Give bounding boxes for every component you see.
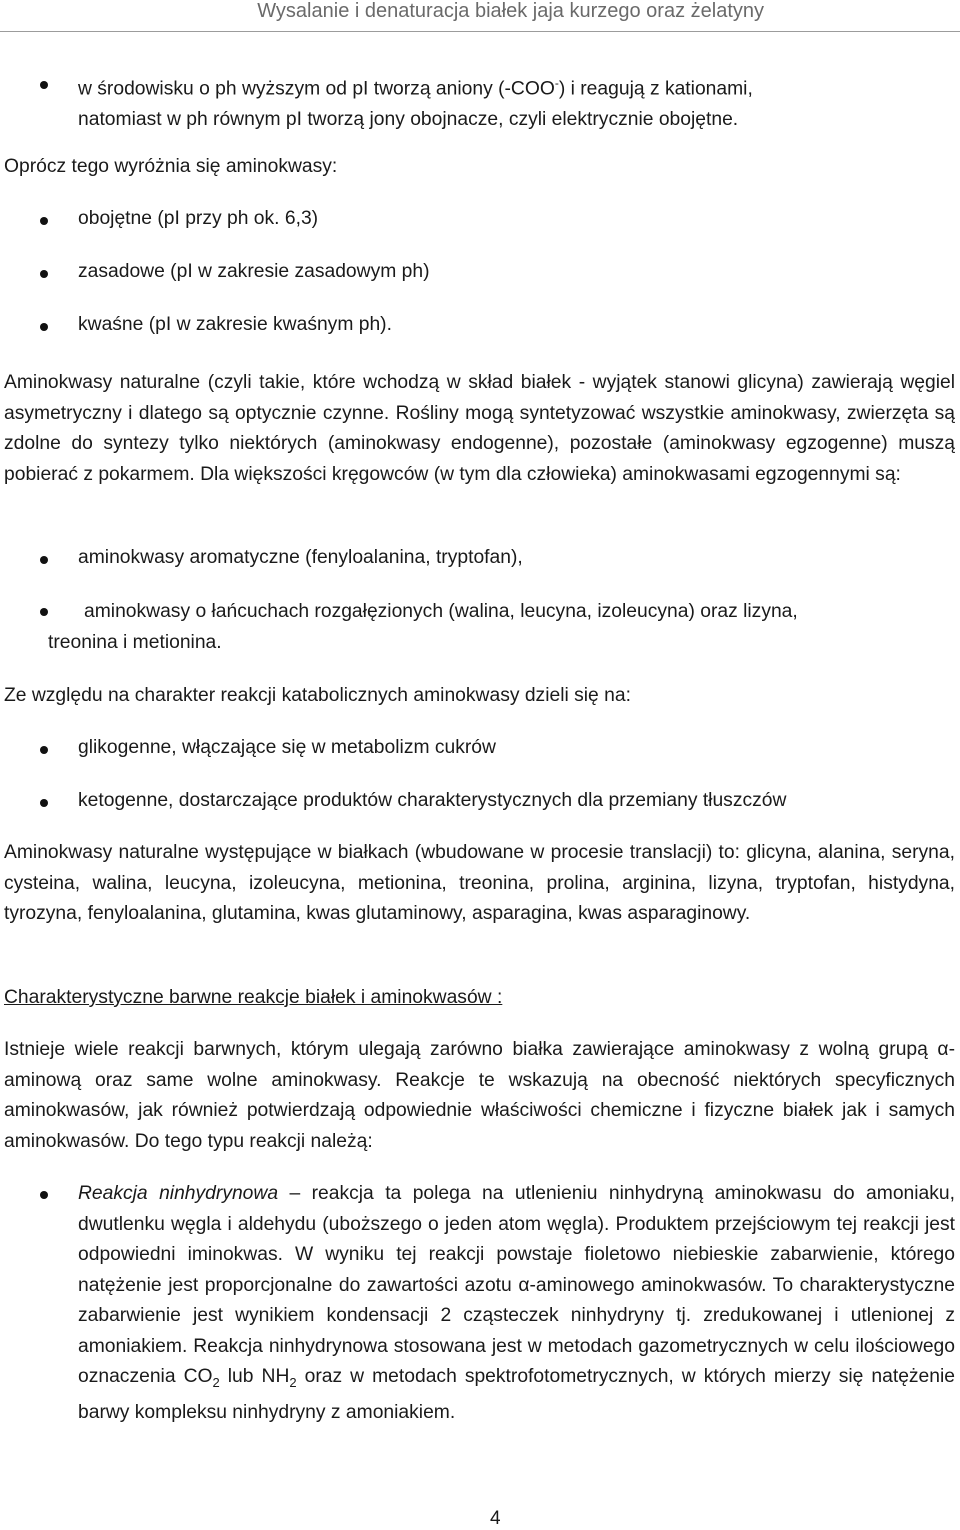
paragraph-besides: Oprócz tego wyróżnia się aminokwasy: bbox=[4, 156, 338, 177]
bullet-dot bbox=[40, 270, 48, 278]
type-basic: zasadowe (pI w zakresie zasadowym ph) bbox=[78, 261, 430, 282]
bullet-ph-higher: w środowisku o ph wyższym od pI tworzą aniony (-COO-) i reagują z kationami, natomiast w ph równym pI tworzą jony obojnacze, czyli elektrycznie obojętne. bbox=[78, 76, 753, 130]
bullet-dot bbox=[40, 799, 48, 807]
catabolic-glucogenic: glikogenne, włączające się w metabolizm cukrów bbox=[78, 737, 496, 758]
bullet-dot bbox=[40, 608, 48, 616]
type-acidic: kwaśne (pI w zakresie kwaśnym ph). bbox=[78, 314, 392, 335]
exogenous-aromatic: aminokwasy aromatyczne (fenyloalanina, tryptofan), bbox=[78, 547, 523, 568]
bullet-dot bbox=[40, 746, 48, 754]
bullet-dot bbox=[40, 217, 48, 225]
page-header bbox=[0, 0, 960, 26]
paragraph-color-reactions: Istnieje wiele reakcji barwnych, którym ulegają zarówno białka zawierające aminokwasy z wolną grupą α-aminową oraz same wolne aminokwasy. Reakcje te wskazują na obecność niektórych specyficznych aminokwasów, jak również potwierdzają odpowiednie właściwości chemiczne i fizyczne białek jak i samych aminokwasów. Do tego typu reakcji należą: bbox=[4, 1039, 955, 1152]
type-neutral: obojętne (pI przy ph ok. 6,3) bbox=[78, 208, 319, 229]
bullet-dot bbox=[40, 556, 48, 564]
header-divider bbox=[0, 31, 960, 32]
section-title: Charakterystyczne barwne reakcje białek i aminokwasów : bbox=[4, 987, 503, 1008]
bullet-dot bbox=[40, 323, 48, 331]
paragraph-amino-acid-list: Aminokwasy naturalne występujące w białkach (wbudowane w procesie translacji) to: glicyna, alanina, seryna, cysteina, walina, leucyna, izoleucyna, metionina, treonina, prolina, arginina, lizyna, tryptofan, histydyna, tyrozyna, fenyloalanina, glutamina, kwas glutaminowy, asparagina, kwas asparaginowy. bbox=[4, 842, 955, 924]
ninhydrin-reaction: Reakcja ninhydrynowa – reakcja ta polega na utlenieniu ninhydryną aminokwasu do amoniaku, dwutlenku węgla i aldehydu (uboższego o jeden atom węgla). Produktem przejściowym tej reakcji jest odpowiedni iminokwas. W wyniku tej reakcji powstaje fioletowo niebieskie zabarwienie, którego natężenie jest proporcjonalne do zawartości azotu α-aminowego aminokwasów. To charakterystyczne zabarwienie jest wynikiem kondensacji 2 cząsteczek ninhydryny tj. zredukowanej i utlenionej z amoniakiem. Reakcja ninhydrynowa stosowana jest w metodach gazometrycznych w celu ilościowego oznaczenia $CO_2$ lub $NH_2$ oraz w metodach spektrofotometrycznych, w których mierzy się natężenie barwy kompleksu ninhydryny z amoniakiem. bbox=[78, 1183, 956, 1424]
paragraph-catabolic: Ze względu na charakter reakcji katabolicznych aminokwasy dzieli się na: bbox=[4, 685, 631, 706]
bullet-dot bbox=[40, 81, 48, 89]
paragraph-natural-amino-acids: Aminokwasy naturalne (czyli takie, które wchodzą w skład białek - wyjątek stanowi glicyna) zawierają węgiel asymetryczny i dlatego są optycznie czynne. Rośliny mogą syntetyzować wszystkie aminokwasy, zwierzęta są zdolne do syntezy tylko niektórych (aminokwasy endogenne), pozostałe (aminokwasy egzogenne) muszą pobierać z pokarmem. Dla większości kręgowców (w tym dla człowieka) aminokwasami egzogennymi są: bbox=[4, 372, 955, 485]
exogenous-branched: aminokwasy o łańcuchach rozgałęzionych (walina, leucyna, izoleucyna) oraz lizyna, bbox=[84, 601, 798, 622]
page-number: 4 bbox=[490, 1508, 501, 1529]
catabolic-ketogenic: ketogenne, dostarczające produktów charakterystycznych dla przemiany tłuszczów bbox=[78, 790, 787, 811]
exogenous-branched-cont: treonina i metionina. bbox=[48, 632, 222, 653]
bullet-dot bbox=[40, 1191, 48, 1199]
header-title: Wysalanie i denaturacja białek jaja kurzego oraz żelatyny bbox=[257, 0, 764, 22]
